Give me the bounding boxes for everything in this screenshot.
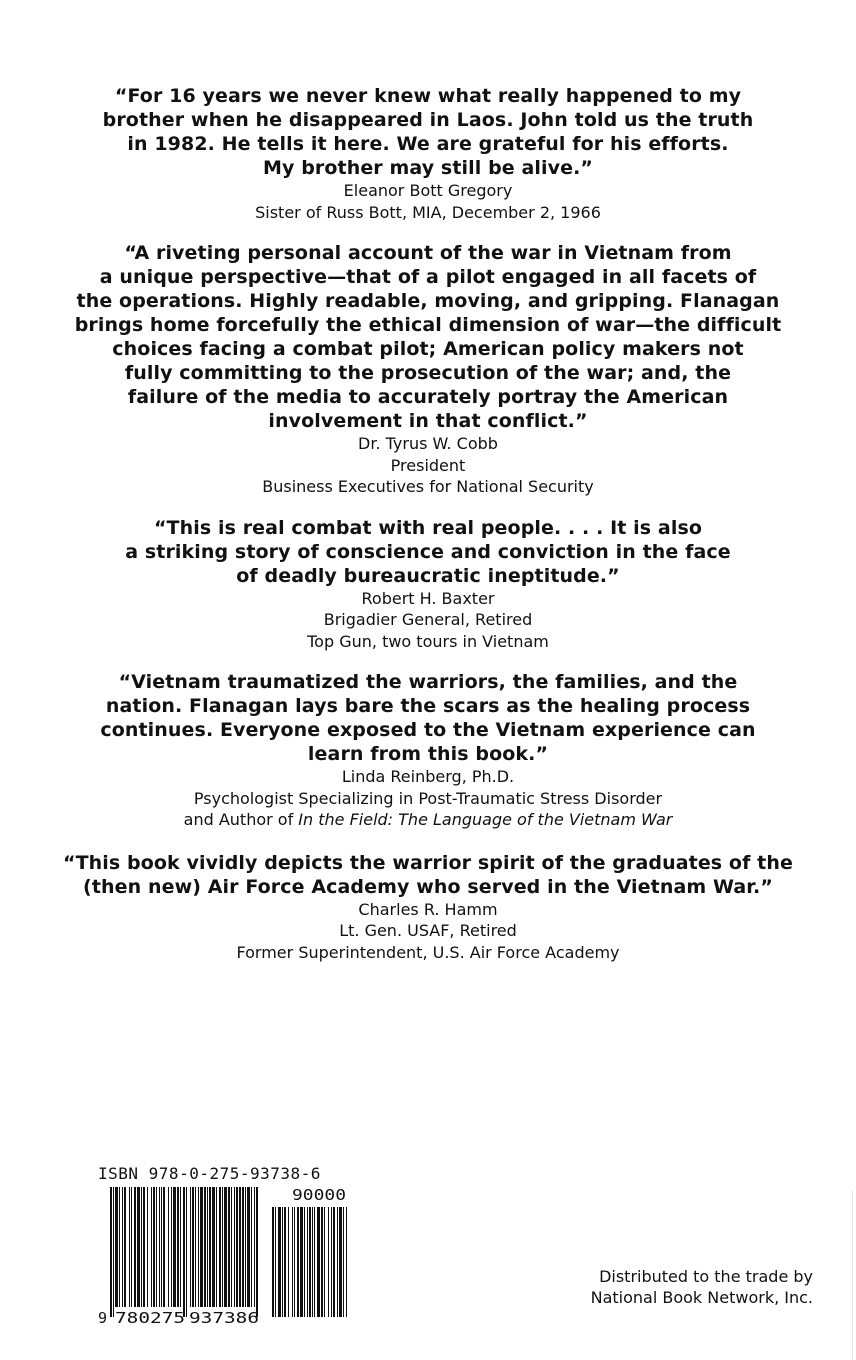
addon-bar <box>317 1207 320 1317</box>
attribution-title: Psychologist Specializing in Post-Traumatic Stress Disorder <box>193 788 663 808</box>
quote-line: “This is real combat with real people. . . . It is also <box>153 516 703 539</box>
barcode-bar <box>124 1187 126 1307</box>
blurb-quote <box>0 84 856 180</box>
barcode-bar <box>141 1187 142 1307</box>
quote-line: choices facing a combat pilot; American policy makers not <box>112 338 744 360</box>
addon-bar <box>300 1207 303 1317</box>
attribution-title: Lt. Gen. USAF, Retired <box>339 921 517 940</box>
distributor-line-1: Distributed to the trade by <box>599 1267 813 1286</box>
barcode-bar <box>113 1187 114 1317</box>
addon-bar <box>333 1207 335 1317</box>
barcode-bar <box>228 1187 230 1307</box>
addon-bar <box>282 1207 283 1317</box>
barcode-bar <box>168 1187 169 1307</box>
distributor-note <box>591 1266 813 1308</box>
addon-bar <box>324 1207 325 1317</box>
quote-line: of deadly bureaucratic ineptitude.” <box>236 564 620 587</box>
blurb-gregory <box>0 84 856 223</box>
attribution-title: President <box>390 455 466 475</box>
isbn-label: ISBN 978-0-275-93738-6 <box>98 1164 321 1183</box>
attribution-book-title: In the Field: The Language of the Vietnam War <box>298 810 673 829</box>
attribution-name: Dr. Tyrus W. Cobb <box>358 434 498 453</box>
attribution-org: Business Executives for National Security <box>262 477 594 496</box>
addon-bar <box>337 1207 338 1317</box>
barcode-bar <box>173 1187 176 1307</box>
barcode-bar <box>147 1187 148 1307</box>
barcode-bar <box>254 1187 255 1307</box>
addon-bar <box>339 1207 342 1317</box>
quote-line: the operations. Highly readable, moving, and gripping. Flanagan <box>76 290 780 312</box>
attribution-name: Eleanor Bott Gregory <box>343 181 513 200</box>
blurb-quote <box>0 516 856 588</box>
blurb-attribution <box>0 180 856 223</box>
addon-bar <box>294 1207 295 1317</box>
barcode-bar <box>153 1187 155 1307</box>
attribution-title: Brigadier General, Retired <box>323 610 533 629</box>
barcode-bar <box>212 1187 215 1307</box>
ean-first-digit: 9 <box>98 1309 108 1327</box>
quote-line: in 1982. He tells it here. We are grateful for his efforts. <box>127 133 729 155</box>
barcode-bar <box>143 1187 145 1307</box>
quote-line: failure of the media to accurately portray the American <box>127 386 729 408</box>
addon-bar <box>304 1207 305 1317</box>
quote-line: “Vietnam traumatized the warriors, the families, and the <box>118 671 738 693</box>
quote-line: My brother may still be alive.” <box>262 157 593 179</box>
blurb-quote <box>0 241 856 433</box>
barcode-bar <box>207 1187 208 1307</box>
quote-line: “For 16 years we never knew what really happened to my <box>114 85 742 107</box>
barcode-bar <box>239 1187 241 1307</box>
attribution-title: Sister of Russ Bott, MIA, December 2, 1966 <box>255 202 601 222</box>
attribution-role: Former Superintendent, U.S. Air Force Academy <box>236 942 620 962</box>
barcode-bar <box>156 1187 157 1307</box>
addon-bar <box>331 1207 332 1317</box>
blurb-hamm <box>0 851 856 964</box>
barcode-bar <box>129 1187 130 1307</box>
attribution-author-line <box>0 809 856 831</box>
addon-bar <box>307 1207 308 1317</box>
isbn-barcode <box>96 1164 352 1327</box>
blurb-attribution <box>0 766 856 831</box>
barcode-bar <box>256 1187 258 1317</box>
addon-bar <box>309 1207 311 1317</box>
blurb-attribution <box>0 433 856 498</box>
barcode-bar <box>234 1187 235 1307</box>
barcode-bar <box>190 1187 191 1307</box>
attribution-name: Robert H. Baxter <box>361 588 495 608</box>
attribution-name: Linda Reinberg, Ph.D. <box>341 767 515 786</box>
addon-bar <box>284 1207 286 1317</box>
addon-bar <box>297 1207 299 1317</box>
ean-right-group: 937386 <box>189 1309 259 1327</box>
addon-bar <box>288 1207 289 1317</box>
barcode-bar <box>110 1187 112 1317</box>
barcode-bar <box>192 1187 194 1307</box>
barcode-graphic <box>96 1185 352 1327</box>
barcode-bar <box>216 1187 217 1307</box>
blurb-attribution <box>0 588 856 653</box>
quote-line: involvement in that conflict.” <box>268 410 588 432</box>
ean-left-group: 780275 <box>115 1309 185 1327</box>
barcode-bar <box>163 1187 165 1307</box>
quote-line: brother when he disappeared in Laos. John told us the truth <box>102 109 754 131</box>
quote-line: a unique perspective—that of a pilot engaged in all facets of <box>99 266 757 288</box>
barcode-bar <box>245 1187 246 1307</box>
barcode-bar <box>222 1187 223 1307</box>
barcode-bar <box>204 1187 206 1307</box>
quote-line: a striking story of conscience and conviction in the face <box>125 540 731 563</box>
barcode-bar <box>186 1187 187 1317</box>
barcode-bar <box>242 1187 244 1307</box>
quote-line: continues. Everyone exposed to the Vietnam experience can <box>100 719 756 741</box>
barcode-bar <box>236 1187 238 1307</box>
blurb-attribution <box>0 899 856 964</box>
barcode-bar <box>171 1187 172 1307</box>
barcode-bar <box>200 1187 203 1307</box>
addon-bar <box>314 1207 315 1317</box>
blurb-cobb <box>0 241 856 498</box>
distributor-line-2: National Book Network, Inc. <box>590 1288 813 1307</box>
price-addon-bars <box>272 1207 347 1317</box>
barcode-bar <box>209 1187 211 1307</box>
barcode-bar <box>247 1187 250 1307</box>
barcode-bar <box>231 1187 232 1307</box>
barcode-bar <box>198 1187 199 1307</box>
quote-line: fully committing to the prosecution of the war; and, the <box>124 362 732 384</box>
attribution-name: Charles R. Hamm <box>358 899 498 919</box>
quote-line: nation. Flanagan lays bare the scars as the healing process <box>105 695 751 717</box>
blurb-quote <box>0 851 856 899</box>
barcode-bar <box>115 1187 118 1307</box>
barcode-bar <box>134 1187 136 1307</box>
endorsements <box>0 84 856 963</box>
barcode-bar <box>122 1187 123 1307</box>
barcode-bar <box>224 1187 227 1307</box>
barcode-bar <box>137 1187 140 1307</box>
addon-bar <box>272 1207 274 1317</box>
attribution-note: Top Gun, two tours in Vietnam <box>307 631 549 651</box>
addon-bar <box>343 1207 344 1317</box>
barcode-bar <box>251 1187 252 1307</box>
quote-line: learn from this book.” <box>307 743 549 765</box>
quote-line: “A riveting personal account of the war in Vietnam from <box>124 242 732 264</box>
addon-bar <box>346 1207 347 1317</box>
barcode-bar <box>161 1187 162 1307</box>
addon-bar <box>321 1207 323 1317</box>
barcode-bar <box>195 1187 196 1307</box>
barcode-bar <box>219 1187 221 1307</box>
barcode-bar <box>177 1187 179 1307</box>
barcode-bar <box>183 1187 185 1317</box>
addon-bar <box>328 1207 329 1317</box>
barcode-bar <box>151 1187 152 1307</box>
addon-bar <box>292 1207 293 1317</box>
addon-bar <box>275 1207 276 1317</box>
blurb-quote <box>0 670 856 766</box>
barcode-bar <box>180 1187 181 1307</box>
ean-bars <box>110 1187 258 1317</box>
barcode-bar <box>131 1187 132 1307</box>
quote-line: (then new) Air Force Academy who served in the Vietnam War.” <box>83 875 773 898</box>
quote-line: brings home forcefully the ethical dimension of war—the difficult <box>74 314 782 336</box>
barcode-bar <box>119 1187 120 1307</box>
page-edge-line <box>852 1190 853 1360</box>
addon-bar <box>278 1207 281 1317</box>
barcode-bar <box>159 1187 160 1307</box>
blurb-baxter <box>0 516 856 653</box>
attribution-author-prefix: and Author of <box>183 810 299 829</box>
quote-line: “This book vividly depicts the warrior spirit of the graduates of the <box>63 851 793 874</box>
addon-bar <box>312 1207 313 1317</box>
price-code: 90000 <box>292 1186 346 1204</box>
blurb-reinberg <box>0 670 856 831</box>
